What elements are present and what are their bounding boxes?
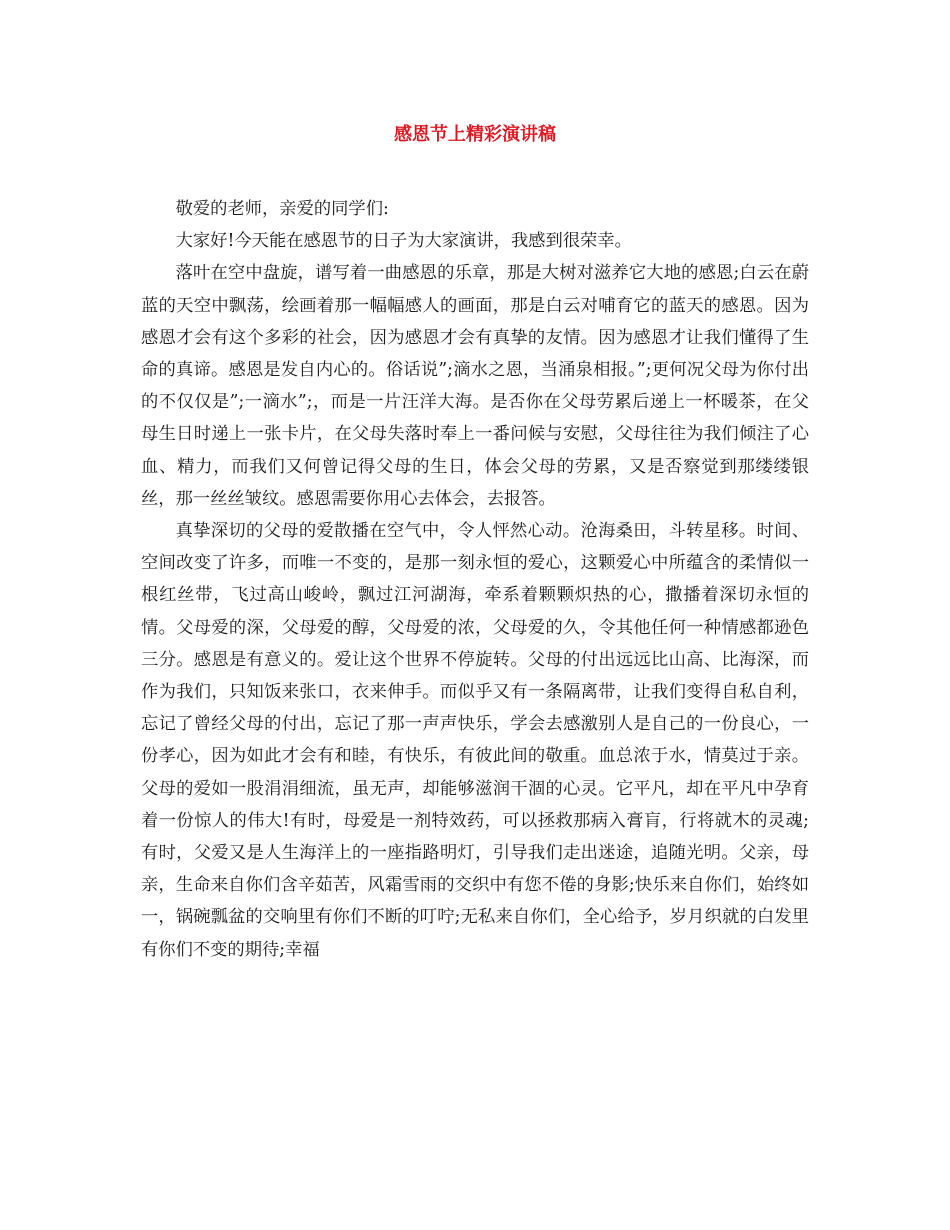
paragraph-parents-love: 真挚深切的父母的爱散播在空气中，令人怦然心动。沧海桑田，斗转星移。时间、空间改变了许多，而唯一不变的，是那一刻永恒的爱心，这颗爱心中所蕴含的柔情似一根红丝带，飞过高山峻岭，飘过江河湖海，牵系着颗颗炽热的心，撒播着深切永恒的情。父母爱的深，父母爱的醇，父母爱的浓，父母爱的久，令其他任何一种情感都逊色三分。感恩是有意义的。爱让这个世界不停旋转。父母的付出远远比山高、比海深，而作为我们，只知饭来张口，衣来伸手。而似乎又有一条隔离带，让我们变得自私自利，忘记了曾经父母的付出，忘记了那一声声快乐，学会去感激别人是自己的一份良心，一份孝心，因为如此才会有和睦，有快乐，有彼此间的敬重。血总浓于水，情莫过于亲。父母的爱如一股涓涓细流，虽无声，却能够滋润干涸的心灵。它平凡，却在平凡中孕育着一份惊人的伟大!有时，母爱是一剂特效药，可以拯救那病入膏肓，行将就木的灵魂;有时，父爱又是人生海洋上的一座指路明灯，引导我们走出迷途，追随光明。父亲，母亲，生命来自你们含辛茹苦，风霜雪雨的交织中有您不倦的身影;快乐来自你们，始终如一，锅碗瓢盆的交响里有你们不断的叮咛;无私来自你们，全心给予，岁月织就的白发里有你们不变的期待;幸福 bbox=[141, 521, 809, 960]
paragraph-opening: 大家好!今天能在感恩节的日子为大家演讲，我感到很荣幸。 bbox=[175, 231, 632, 252]
paragraph-greeting: 敬爱的老师，亲爱的同学们: bbox=[175, 199, 389, 219]
document-body bbox=[141, 193, 809, 966]
paragraph-gratitude-nature: 落叶在空中盘旋，谱写着一曲感恩的乐章，那是大树对滋养它大地的感恩;白云在蔚蓝的天空中飘荡，绘画着那一幅幅感人的画面，那是白云对哺育它的蓝天的感恩。因为感恩才会有这个多彩的社会，因为感恩才会有真挚的友情。因为感恩才让我们懂得了生命的真谛。感恩是发自内心的。俗话说”;滴水之恩，当涌泉相报。”;更何况父母为你付出的不仅仅是”;一滴水”;，而是一片汪洋大海。是否你在父母劳累后递上一杯暖茶，在父母生日时递上一张卡片，在父母失落时奉上一番问候与安慰，父母往往为我们倾注了心血、精力，而我们又何曾记得父母的生日，体会父母的劳累，又是否察觉到那缕缕银丝，那一丝丝皱纹。感恩需要你用心去体会，去报答。 bbox=[141, 263, 809, 509]
page-title: 感恩节上精彩演讲稿 bbox=[394, 124, 556, 145]
